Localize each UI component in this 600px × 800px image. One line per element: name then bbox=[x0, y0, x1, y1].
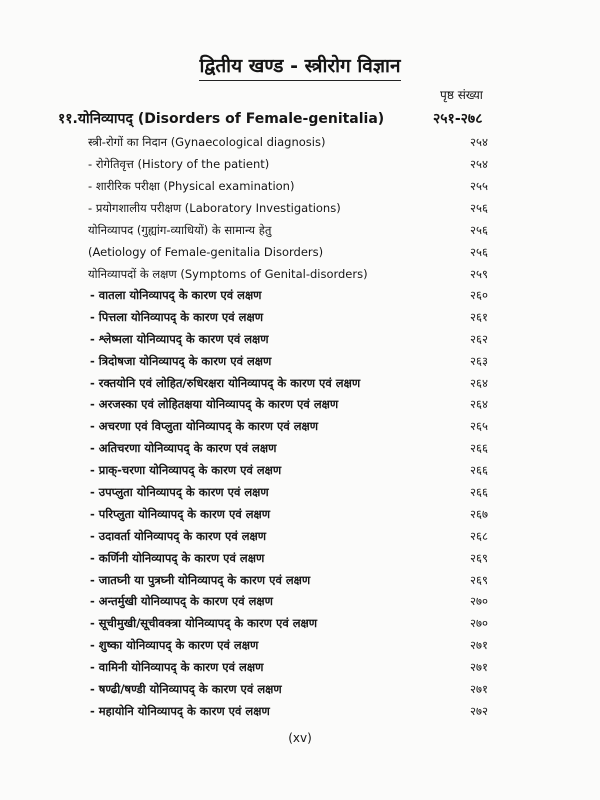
part-title bbox=[0, 52, 600, 81]
toc-entry-text: - वामिनी योनिव्यापद् के कारण एवं लक्षण bbox=[90, 657, 263, 679]
toc-entry-page: २५४ bbox=[470, 157, 488, 171]
toc-entry-page: २५४ bbox=[470, 135, 488, 149]
toc-entry bbox=[0, 460, 600, 482]
chapter-title: ११.योनिव्यापद् (Disorders of Female-genitalia) bbox=[58, 111, 385, 127]
toc-entry-text: - जातघ्नी या पुत्रघ्नी योनिव्यापद् के कारण एवं लक्षण bbox=[90, 570, 310, 592]
toc-entry bbox=[0, 504, 600, 526]
toc-entry-page: २६४ bbox=[470, 397, 488, 412]
toc-entry bbox=[0, 613, 600, 635]
toc-entry-page: २६६ bbox=[470, 441, 488, 456]
toc-entry-page: २६९ bbox=[470, 572, 488, 587]
chapter-heading bbox=[58, 109, 528, 128]
toc-entry bbox=[0, 438, 600, 460]
toc-entry bbox=[0, 526, 600, 548]
toc-entry-text: - पित्तला योनिव्यापद् के कारण एवं लक्षण bbox=[90, 307, 263, 329]
toc-entry-page: २७० bbox=[470, 616, 488, 631]
toc-entry-text: - महायोनि योनिव्यापद् के कारण एवं लक्षण bbox=[90, 701, 270, 723]
toc-entry bbox=[0, 657, 600, 679]
toc-entry-page: २६५ bbox=[470, 419, 488, 434]
toc-entry-text: - षण्ढी/षण्डी योनिव्यापद् के कारण एवं लक्षण bbox=[90, 679, 282, 701]
toc-entry-text: - शारीरिक परीक्षा (Physical examination) bbox=[88, 175, 294, 197]
toc-entry-text: - रोगेतिवृत्त (History of the patient) bbox=[88, 153, 269, 175]
toc-entry-page: २५६ bbox=[470, 223, 488, 237]
toc-entry-text: - कर्णिनी योनिव्यापद् के कारण एवं लक्षण bbox=[90, 548, 264, 570]
toc-entry-page: २६४ bbox=[470, 375, 488, 390]
toc-entry-text: - वातला योनिव्यापद् के कारण एवं लक्षण bbox=[90, 285, 262, 307]
toc-entry-page: २७१ bbox=[470, 638, 488, 653]
toc-entry-page: २७१ bbox=[470, 682, 488, 697]
toc-entry bbox=[0, 591, 600, 613]
toc-entry bbox=[0, 153, 600, 175]
toc-entry-text: - श्लेष्मला योनिव्यापद् के कारण एवं लक्षण bbox=[90, 329, 269, 351]
toc-entry-text: - अचरणा एवं विप्लुता योनिव्यापद् के कारण एवं लक्षण bbox=[90, 416, 318, 438]
toc-entry-page: २६७ bbox=[470, 506, 488, 521]
toc-entry-text: - उपप्लुता योनिव्यापद् के कारण एवं लक्षण bbox=[90, 482, 269, 504]
toc-entry-list bbox=[0, 131, 600, 723]
page-number-column-label: पृष्ठ संख्या bbox=[440, 88, 483, 102]
toc-entry-page: २६० bbox=[470, 288, 488, 302]
toc-entry-text: - परिप्लुता योनिव्यापद् के कारण एवं लक्षण bbox=[90, 504, 270, 526]
toc-entry-page: २६९ bbox=[470, 550, 488, 565]
toc-entry bbox=[0, 570, 600, 592]
toc-entry-page: २५५ bbox=[470, 179, 488, 193]
toc-entry bbox=[0, 241, 600, 263]
page-folio: (xv) bbox=[288, 731, 312, 745]
toc-entry-page: २७० bbox=[470, 594, 488, 609]
toc-entry-text: - रक्तयोनि एवं लोहित/रुधिरक्षरा योनिव्यापद् के कारण एवं लक्षण bbox=[90, 373, 360, 395]
toc-entry-text: - अतिचरणा योनिव्यापद् के कारण एवं लक्षण bbox=[90, 438, 276, 460]
toc-entry-page: २६३ bbox=[470, 353, 488, 368]
toc-entry-page: २५९ bbox=[470, 267, 488, 281]
toc-entry-text: योनिव्यापद (गुह्यांग-व्याधियों) के सामान्य हेतु bbox=[88, 223, 272, 237]
toc-entry-page: २७१ bbox=[470, 660, 488, 675]
toc-entry-text: योनिव्यापदों के लक्षण (Symptoms of Genital-disorders) bbox=[88, 267, 368, 281]
toc-entry bbox=[0, 679, 600, 701]
toc-entry-text: - उदावर्ता योनिव्यापद् के कारण एवं लक्षण bbox=[90, 526, 266, 548]
toc-entry bbox=[0, 548, 600, 570]
toc-entry-page: २६६ bbox=[470, 463, 488, 478]
toc-entry bbox=[0, 219, 600, 241]
toc-entry bbox=[0, 131, 600, 153]
toc-entry-text: स्त्री-रोगों का निदान (Gynaecological diagnosis) bbox=[88, 135, 326, 149]
toc-entry-page: २५६ bbox=[470, 201, 488, 215]
toc-entry bbox=[0, 175, 600, 197]
toc-entry bbox=[0, 307, 600, 329]
toc-entry bbox=[0, 373, 600, 395]
toc-entry-page: २६६ bbox=[470, 485, 488, 500]
toc-entry-text: - अन्तर्मुखी योनिव्यापद् के कारण एवं लक्षण bbox=[90, 591, 273, 613]
toc-entry bbox=[0, 701, 600, 723]
chapter-page-range: २५१-२७८ bbox=[433, 111, 483, 127]
toc-entry-page: २५६ bbox=[470, 245, 488, 259]
toc-entry bbox=[0, 394, 600, 416]
toc-entry-page: २६८ bbox=[470, 528, 488, 543]
toc-entry-text: (Aetiology of Female-genitalia Disorders) bbox=[88, 245, 324, 259]
toc-entry-page: २६२ bbox=[470, 331, 488, 346]
toc-entry-text: - प्रयोगशालीय परीक्षण (Laboratory Investigations) bbox=[88, 197, 341, 219]
toc-entry bbox=[0, 635, 600, 657]
toc-entry-text: - त्रिदोषजा योनिव्यापद् के कारण एवं लक्षण bbox=[90, 351, 271, 373]
part-title-text: द्वितीय खण्ड - स्त्रीरोग विज्ञान bbox=[199, 52, 400, 81]
toc-entry bbox=[0, 285, 600, 307]
toc-entry bbox=[0, 263, 600, 285]
toc-entry bbox=[0, 351, 600, 373]
toc-entry-text: - शुष्का योनिव्यापद् के कारण एवं लक्षण bbox=[90, 635, 258, 657]
toc-entry-text: - प्राक्-चरणा योनिव्यापद् के कारण एवं लक्षण bbox=[90, 460, 281, 482]
toc-entry bbox=[0, 416, 600, 438]
toc-entry-text: - सूचीमुखी/सूचीवक्त्रा योनिव्यापद् के कारण एवं लक्षण bbox=[90, 613, 317, 635]
toc-entry bbox=[0, 329, 600, 351]
toc-entry-text: - अरजस्का एवं लोहितक्षया योनिव्यापद् के कारण एवं लक्षण bbox=[90, 394, 338, 416]
toc-entry bbox=[0, 482, 600, 504]
toc-entry bbox=[0, 197, 600, 219]
toc-entry-page: २६१ bbox=[470, 309, 488, 324]
toc-entry-page: २७२ bbox=[470, 703, 488, 718]
